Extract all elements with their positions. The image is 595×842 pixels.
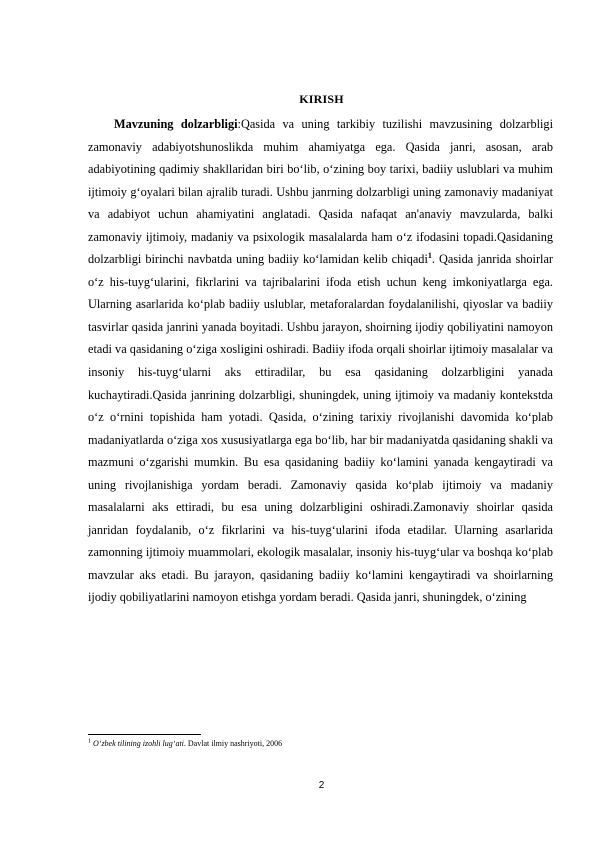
footnote-divider <box>88 734 201 735</box>
footnote-source-title: O‘zbek tilining izohli lug‘ati <box>93 739 184 748</box>
paragraph-text-part2: . Qasida janrida shoirlar o‘z his-tuyg‘ularini, fikrlarini va tajribalarini ifoda etish uchun keng imkoniyatlarga ega. Ularning asarlarida ko‘plab badiiy uslublar, metaforalardan foydalanilishi, qiyoslar va badiiy tasvirlar qasida janrini yanada boyitadi. Ushbu jarayon, shoirning ijodiy qobiliyatini namoyon etadi va qasidaning o‘ziga xosligini oshiradi. Badiiy ifoda orqali shoirlar ijtimoiy masalalar va insoniy his-tuyg‘ularni aks ettiradilar, bu esa qasidaning dolzarbligini yanada kuchaytiradi.Qasida janrining dolzarbligi, shuningdek, uning ijtimoiy va madaniy kontekstda o‘z o‘rnini topishida ham yotadi. Qasida, o‘zining tarixiy rivojlanishi davomida ko‘plab madaniyatlarda o‘ziga xos xususiyatlarga ega bo‘lib, har bir madaniyatda qasidaning shakli va mazmuni o‘zgarishi mumkin. Bu esa qasidaning badiiy ko‘lamini yanada kengaytiradi va uning rivojlanishiga yordam beradi. Zamonaviy qasida ko‘plab ijtimoiy va madaniy masalalarni aks ettiradi, bu esa uning dolzarbligini oshiradi.Zamonaviy shoirlar qasida janridan foydalanib, o‘z fikrlarini va his-tuyg‘ularini ifoda etadilar. Ularning asarlarida zamonning ijtimoiy muammolari, ekologik masalalar, insoniy his-tuyg‘ular va boshqa ko‘plab mavzular aks etadi. Bu jarayon, qasidaning badiiy ko‘lamini kengaytiradi va shoirlarning ijodiy qobiliyatlarini namoyon etishga yordam beradi. Qasida janri, shuningdek, o‘zining <box>88 252 554 605</box>
footnote-source-details: . Davlat ilmiy nashriyoti, 2006 <box>183 739 283 748</box>
section-heading: KIRISH <box>299 92 344 106</box>
footnote-reference[interactable]: 1 <box>427 251 432 261</box>
footnote-number: 1 <box>88 738 91 745</box>
page-number: 2 <box>318 780 325 791</box>
body-paragraph <box>88 113 553 609</box>
footnote <box>88 738 553 749</box>
lead-term: Mavzuning dolzarbligi <box>114 117 238 131</box>
paragraph-text-part1: :Qasida va uning tarkibiy tuzilishi mavzusining dolzarbligi zamonaviy adabiyotshunoslikda muhim ahamiyatga ega. Qasida janri, asosan, arab adabiyotining qadimiy shakllaridan biri bo‘lib, o‘zining boy tarixi, badiiy uslublari va muhim ijtimoiy g‘oyalari bilan ajralib turadi. Ushbu janrning dolzarbligi uning zamonaviy madaniyat va adabiyot uchun ahamiyatini anglatadi. Qasida nafaqat an'anaviy mavzularda, balki zamonaviy ijtimoiy, madaniy va psixologik masalalarda ham o‘z ifodasini topadi.Qasidaning dolzarbligi birinchi navbatda uning badiiy ko‘lamidan kelib chiqadi <box>88 117 553 267</box>
